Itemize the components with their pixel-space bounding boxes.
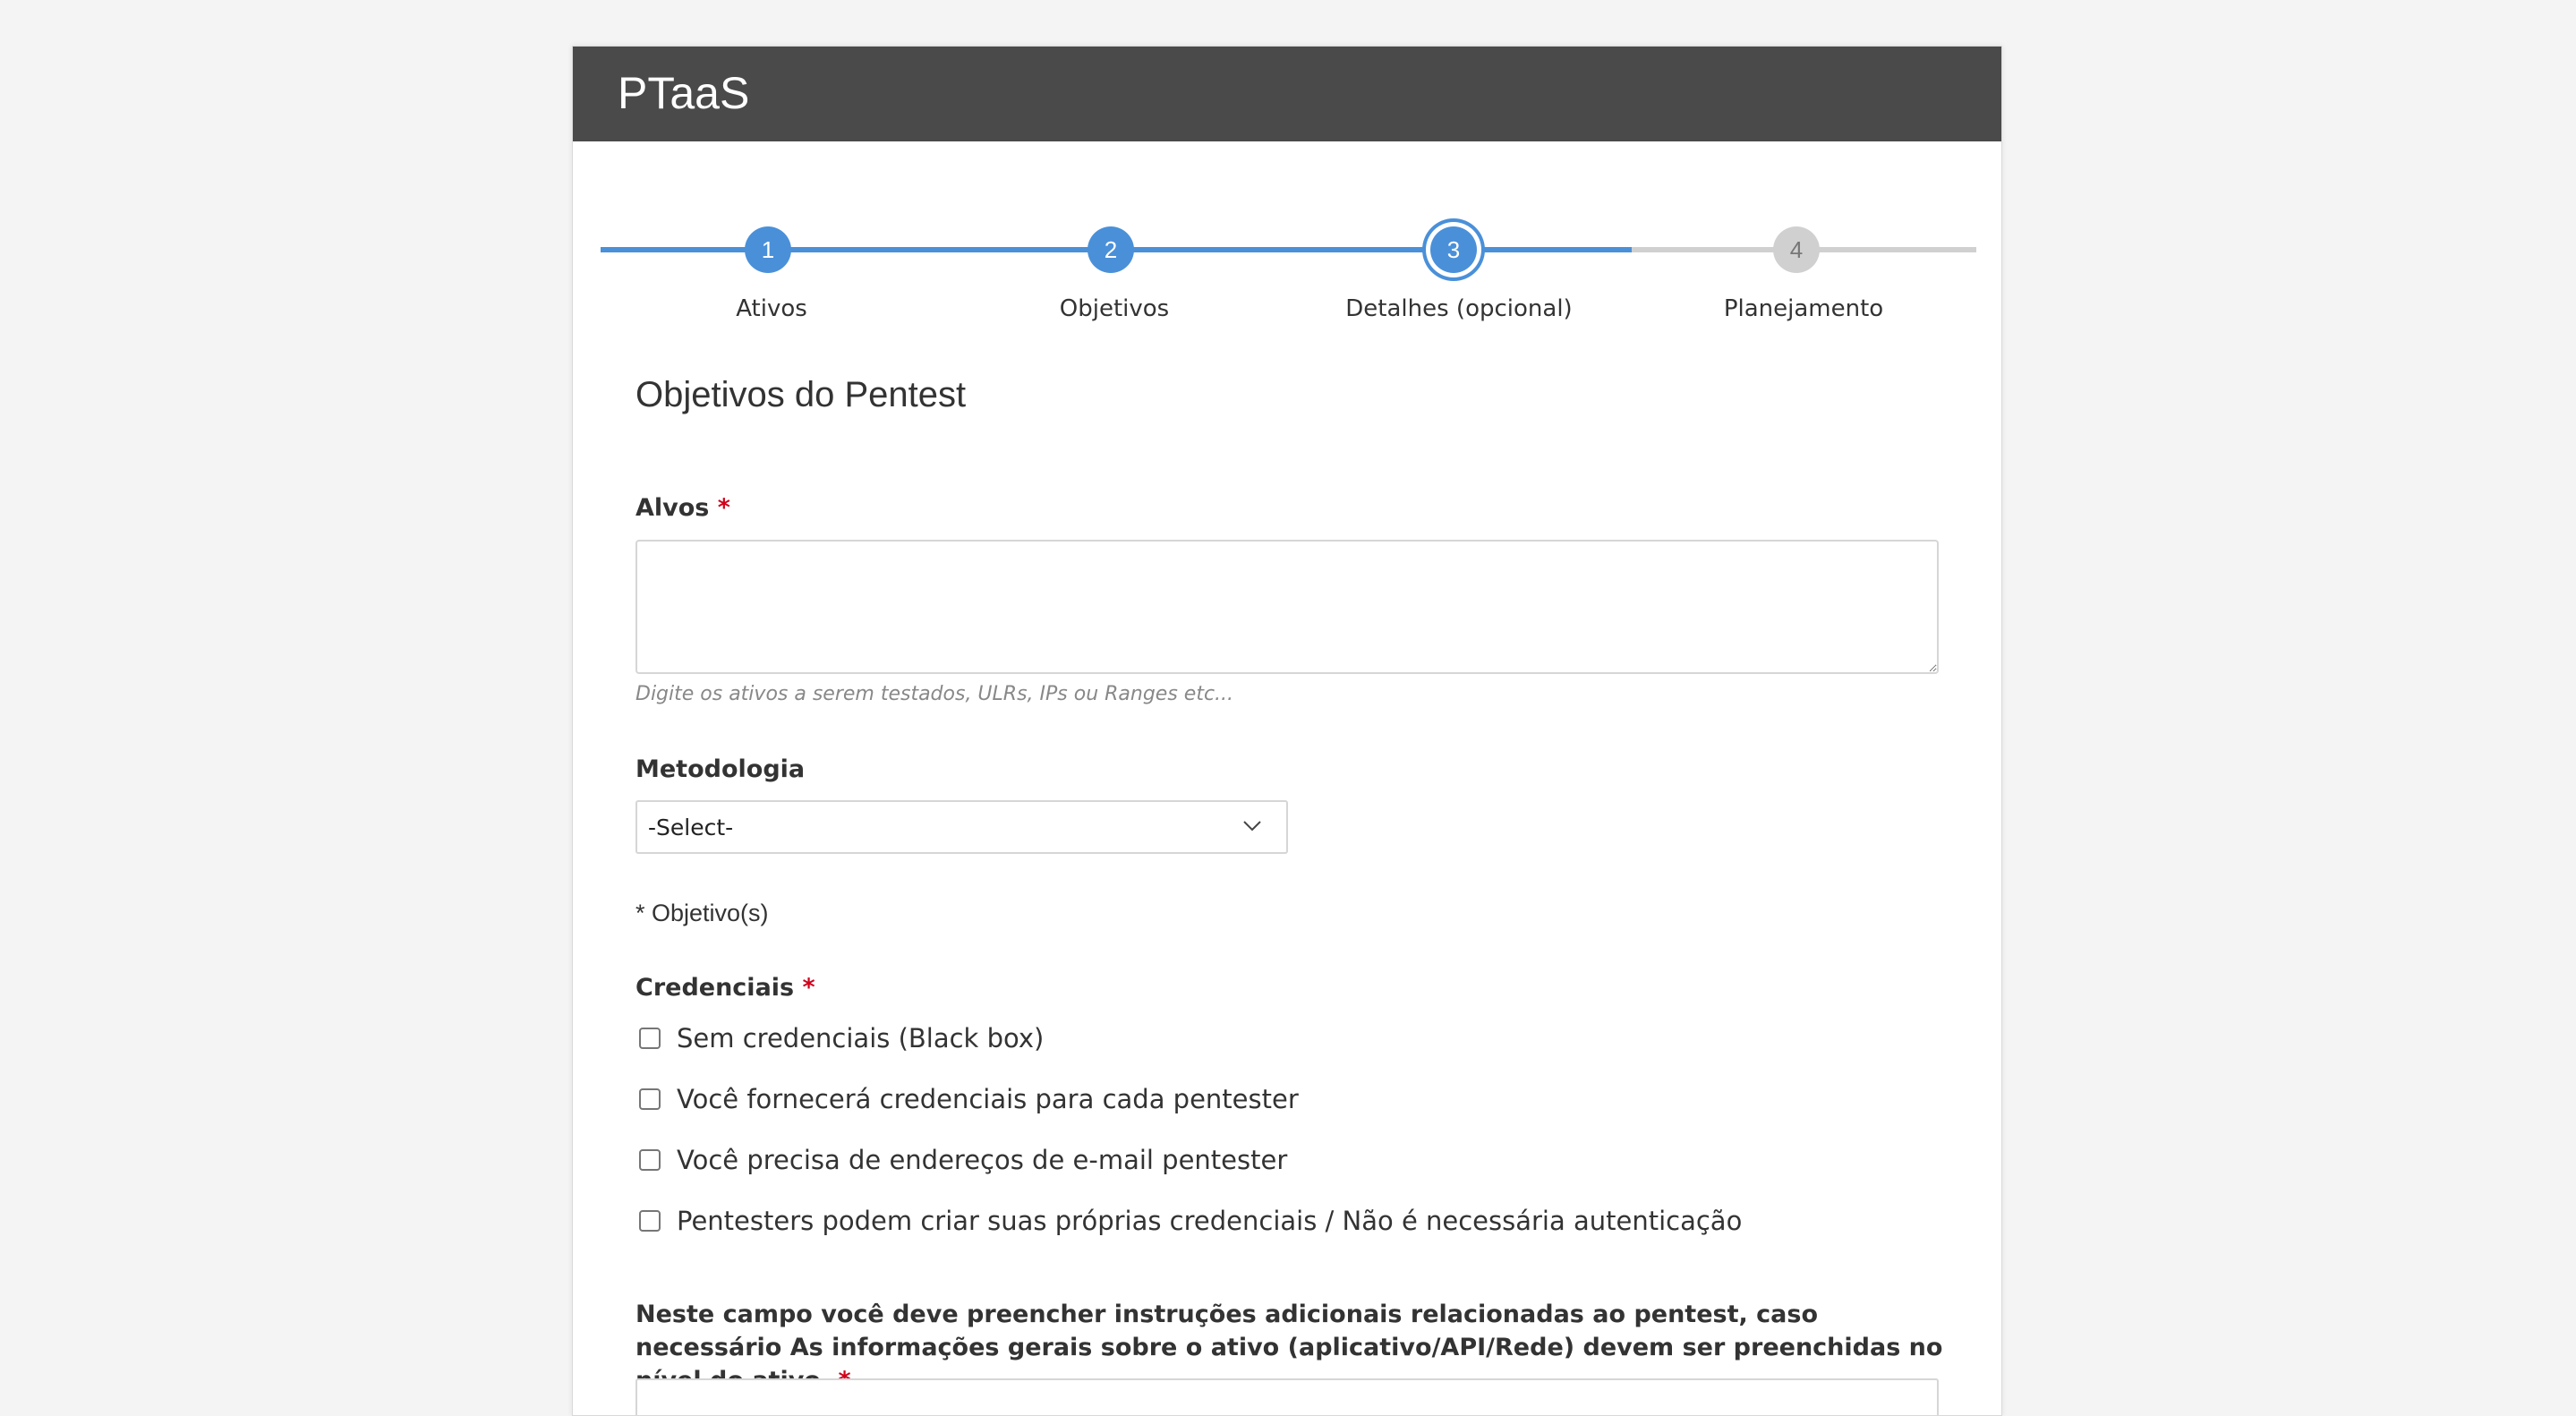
- alvos-label-text: Alvos: [635, 494, 710, 522]
- step-4-circle[interactable]: [1773, 226, 1820, 273]
- alvos-label: [635, 492, 730, 525]
- alvos-hint: Digite os ativos a serem testados, ULRs, IPs ou Ranges etc...: [635, 683, 1234, 705]
- step-1-circle[interactable]: [745, 226, 791, 273]
- credenciais-checkbox-2[interactable]: [639, 1088, 661, 1110]
- alvos-textarea[interactable]: [635, 540, 1939, 674]
- step-1-number: 1: [761, 235, 775, 263]
- credenciais-checkbox-3[interactable]: [639, 1149, 661, 1171]
- alvos-required-mark: *: [717, 494, 730, 522]
- step-2-label[interactable]: Objetivos: [1059, 295, 1170, 322]
- credenciais-option-1-label[interactable]: Sem credenciais (Black box): [677, 1023, 1045, 1053]
- credenciais-option-3[interactable]: [639, 1142, 1287, 1178]
- step-3-circle[interactable]: [1430, 226, 1477, 273]
- form-card: [572, 46, 2002, 1416]
- app-header: [573, 47, 2001, 141]
- metodologia-label: Metodologia: [635, 755, 806, 783]
- instrucoes-label-text: Neste campo você deve preencher instruções adicionais relacionadas ao pentest, caso necessário As informações gerais sobre o ativo (aplicativo/API/Rede) devem ser preenchidas no: [635, 1301, 1943, 1361]
- credenciais-option-4-label[interactable]: Pentesters podem criar suas próprias credenciais / Não é necessária autenticação: [677, 1206, 1743, 1236]
- credenciais-option-4[interactable]: [639, 1203, 1742, 1239]
- objetivos-label: * Objetivo(s): [635, 900, 769, 926]
- instrucoes-input[interactable]: [635, 1378, 1939, 1416]
- step-1-label[interactable]: Ativos: [736, 295, 807, 322]
- step-4-label[interactable]: Planejamento: [1723, 295, 1884, 322]
- credenciais-option-1[interactable]: [639, 1020, 1044, 1056]
- credenciais-label: [635, 972, 815, 1004]
- credenciais-label-text: Credenciais: [635, 974, 795, 1002]
- step-2-number: 2: [1104, 235, 1118, 263]
- credenciais-checkbox-4[interactable]: [639, 1210, 661, 1232]
- credenciais-checkbox-1[interactable]: [639, 1028, 661, 1049]
- chevron-down-icon: [1241, 815, 1263, 836]
- step-3-number: 3: [1446, 235, 1461, 263]
- credenciais-option-3-label[interactable]: Você precisa de endereços de e-mail pentester: [677, 1145, 1288, 1175]
- credenciais-option-2-label[interactable]: Você fornecerá credenciais para cada pentester: [677, 1084, 1299, 1114]
- section-title: Objetivos do Pentest: [635, 375, 967, 414]
- step-4-number: 4: [1789, 235, 1804, 263]
- metodologia-selected-value: -Select-: [648, 815, 734, 840]
- credenciais-required-mark: *: [802, 974, 815, 1002]
- step-2-circle[interactable]: [1088, 226, 1134, 273]
- metodologia-select[interactable]: [635, 800, 1288, 854]
- app-title: PTaaS: [618, 68, 750, 118]
- step-3-label[interactable]: Detalhes (opcional): [1345, 295, 1573, 322]
- credenciais-option-2[interactable]: [639, 1081, 1299, 1117]
